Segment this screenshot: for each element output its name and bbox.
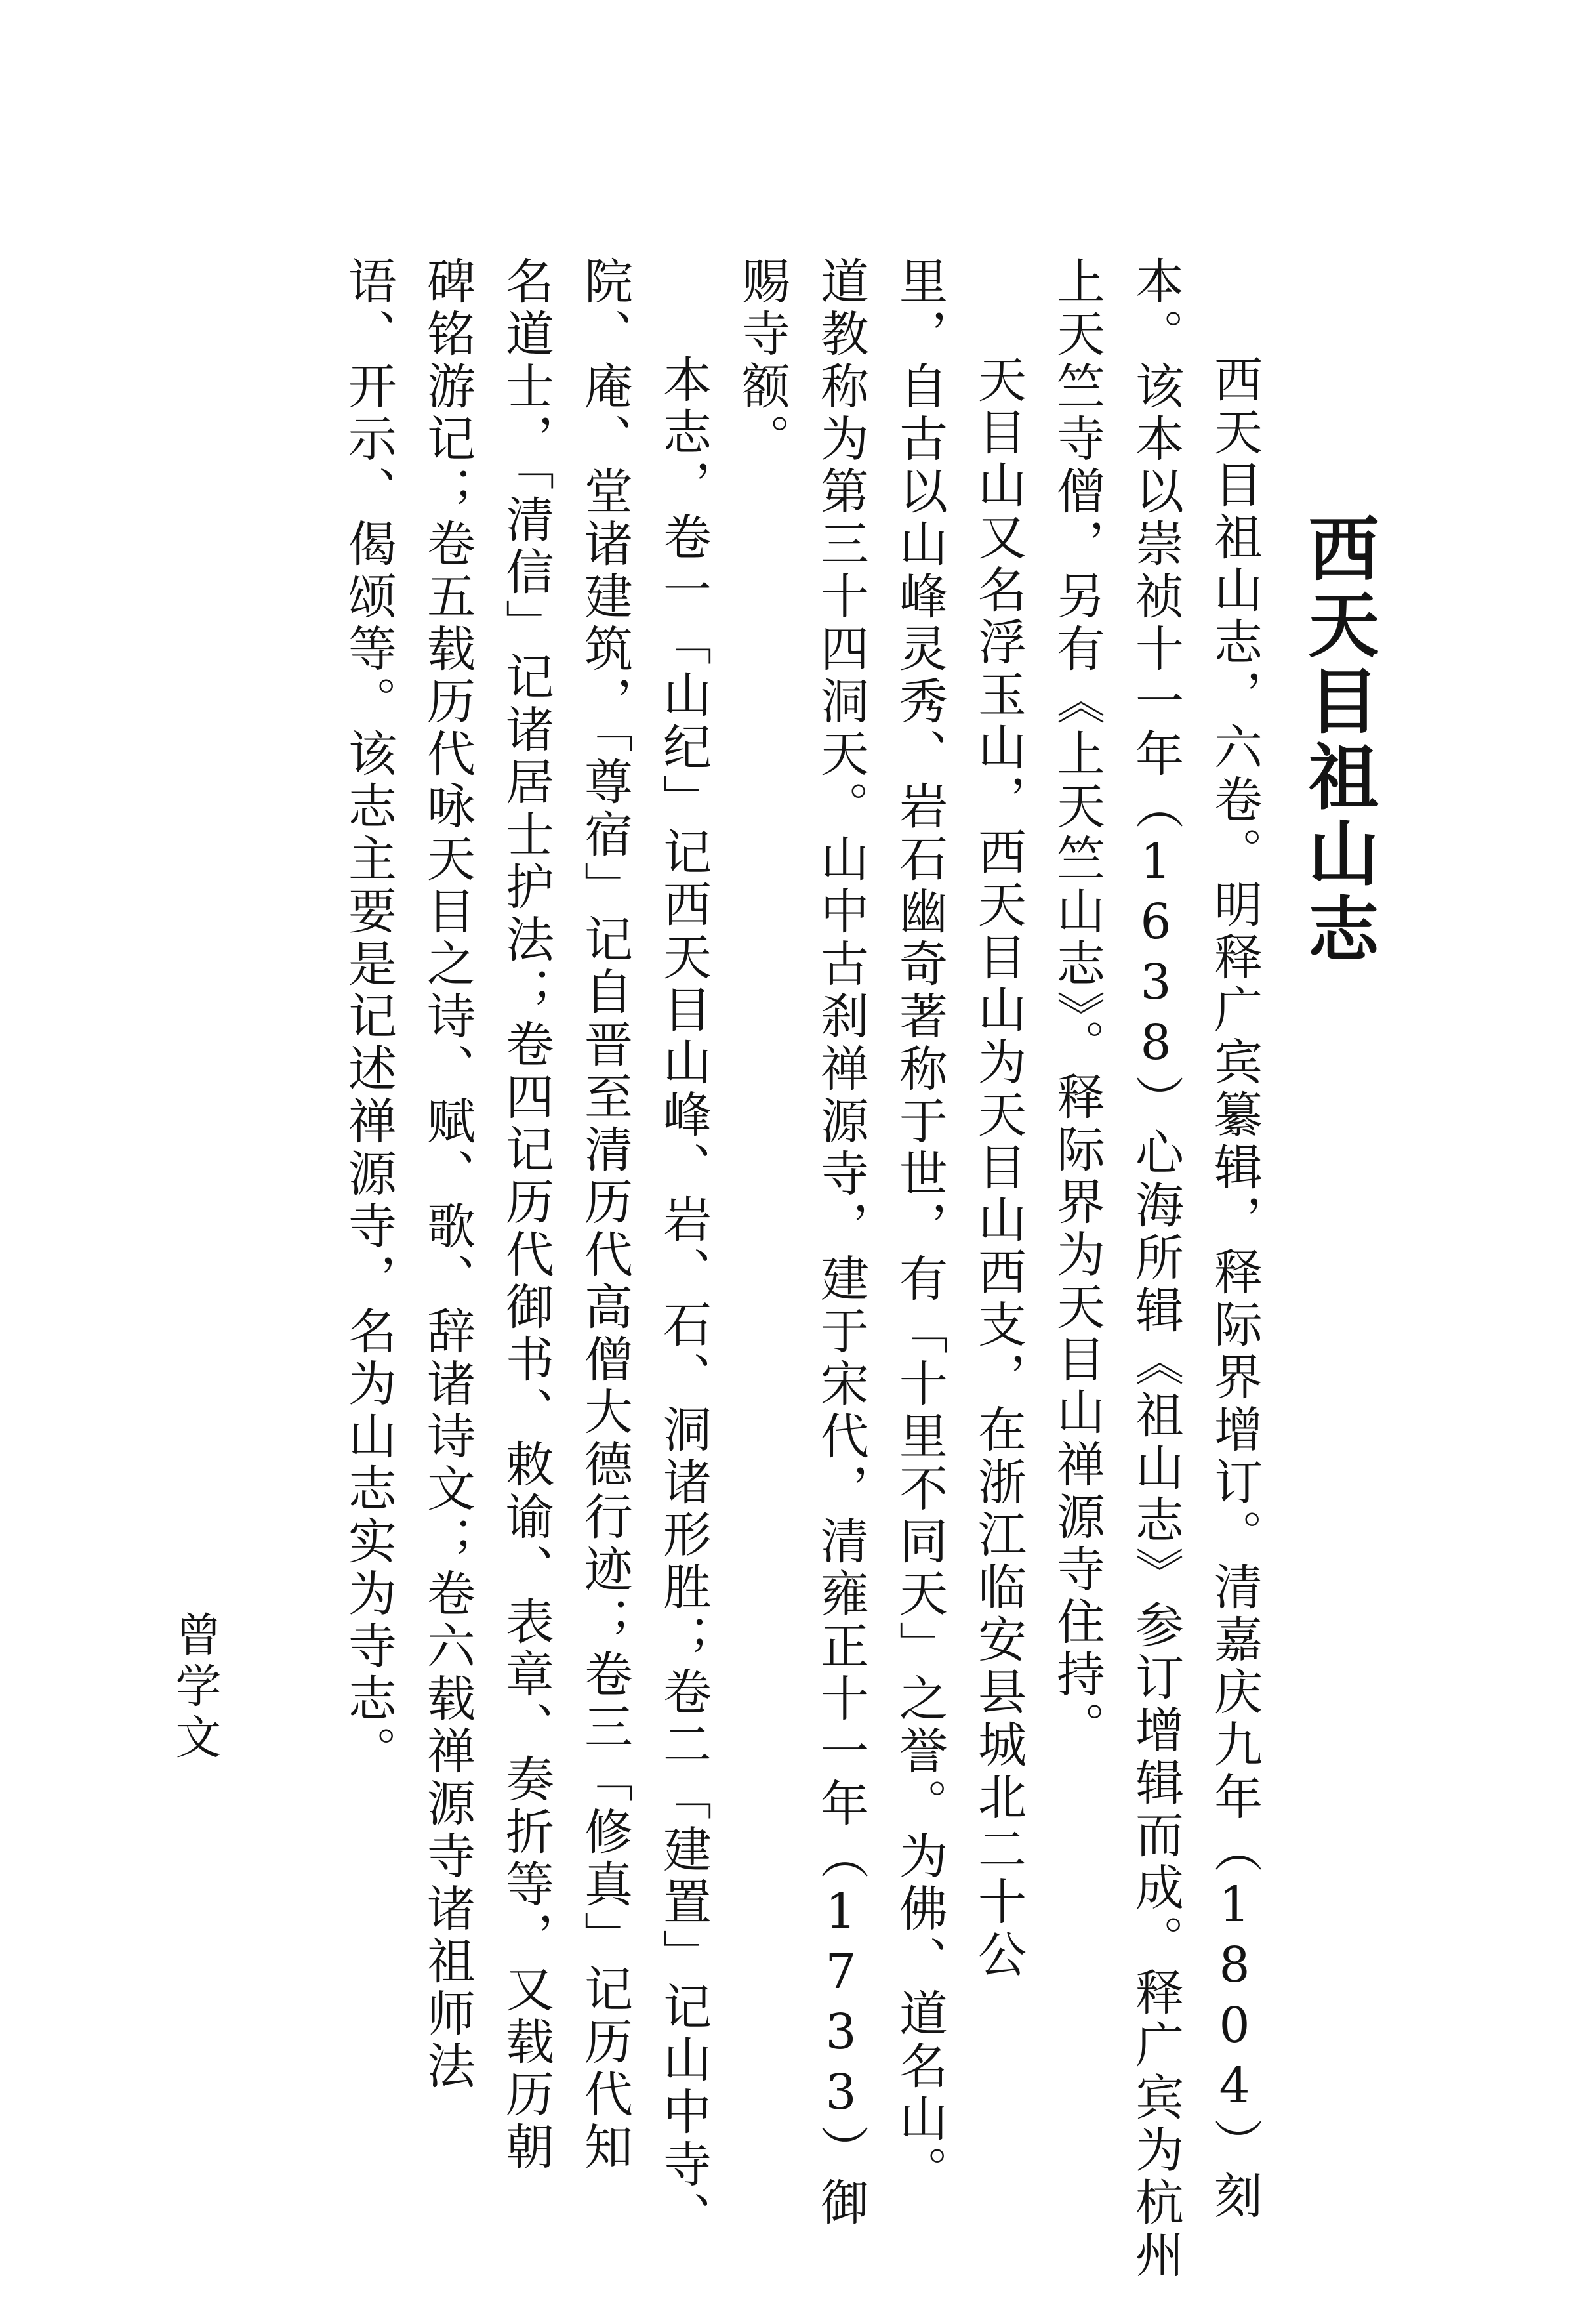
text-line: 道教称为第三十四洞天。山中古刹禅源寺，建于宋代，清雍正十一年（1733）御 [813,256,869,2230]
text-line: 赐寺额。 [734,256,790,466]
text-line: 里，自古以山峰灵秀、岩石幽奇著称于世，有「十里不同天」之誉。为佛、道名山。 [891,256,948,2198]
text-line: 语、开示、偈颂等。该志主要是记述禅源寺，名为山志实为寺志。 [340,256,397,1778]
page-title: 西天目祖山志 [1296,512,1379,968]
text-line: 西天目祖山志，六卷。明释广宾纂辑，释际界增订。清嘉庆九年（1804）刻 [1206,354,1263,2223]
text-line: 本。该本以崇祯十一年（1638）心海所辑《祖山志》参订增辑而成。释广宾为杭州 [1128,256,1184,2282]
text-line: 本志，卷一「山纪」记西天目山峰、岩、石、洞诸形胜；卷二「建置」记山中寺、 [655,354,712,2244]
text-line: 碑铭游记；卷五载历代咏天目之诗、赋、歌、辞诸诗文；卷六载禅源寺诸祖师法 [419,256,476,2093]
author-name: 曾学文 [168,1611,222,1764]
text-line: 院、庵、堂诸建筑，「尊宿」记自晋至清历代高僧大德行迹；卷三「修真」记历代知 [577,256,633,2174]
text-line: 上天竺寺僧，另有《上天竺山志》。释际界为天目山禅源寺住持。 [1049,256,1105,1754]
text-line: 天目山又名浮玉山，西天目山为天目山西支，在浙江临安县城北二十公 [970,354,1027,1982]
text-line: 名道士，「清信」记诸居士护法；卷四记历代御书、敕谕、表章、奏折等，又载历朝 [498,256,554,2174]
